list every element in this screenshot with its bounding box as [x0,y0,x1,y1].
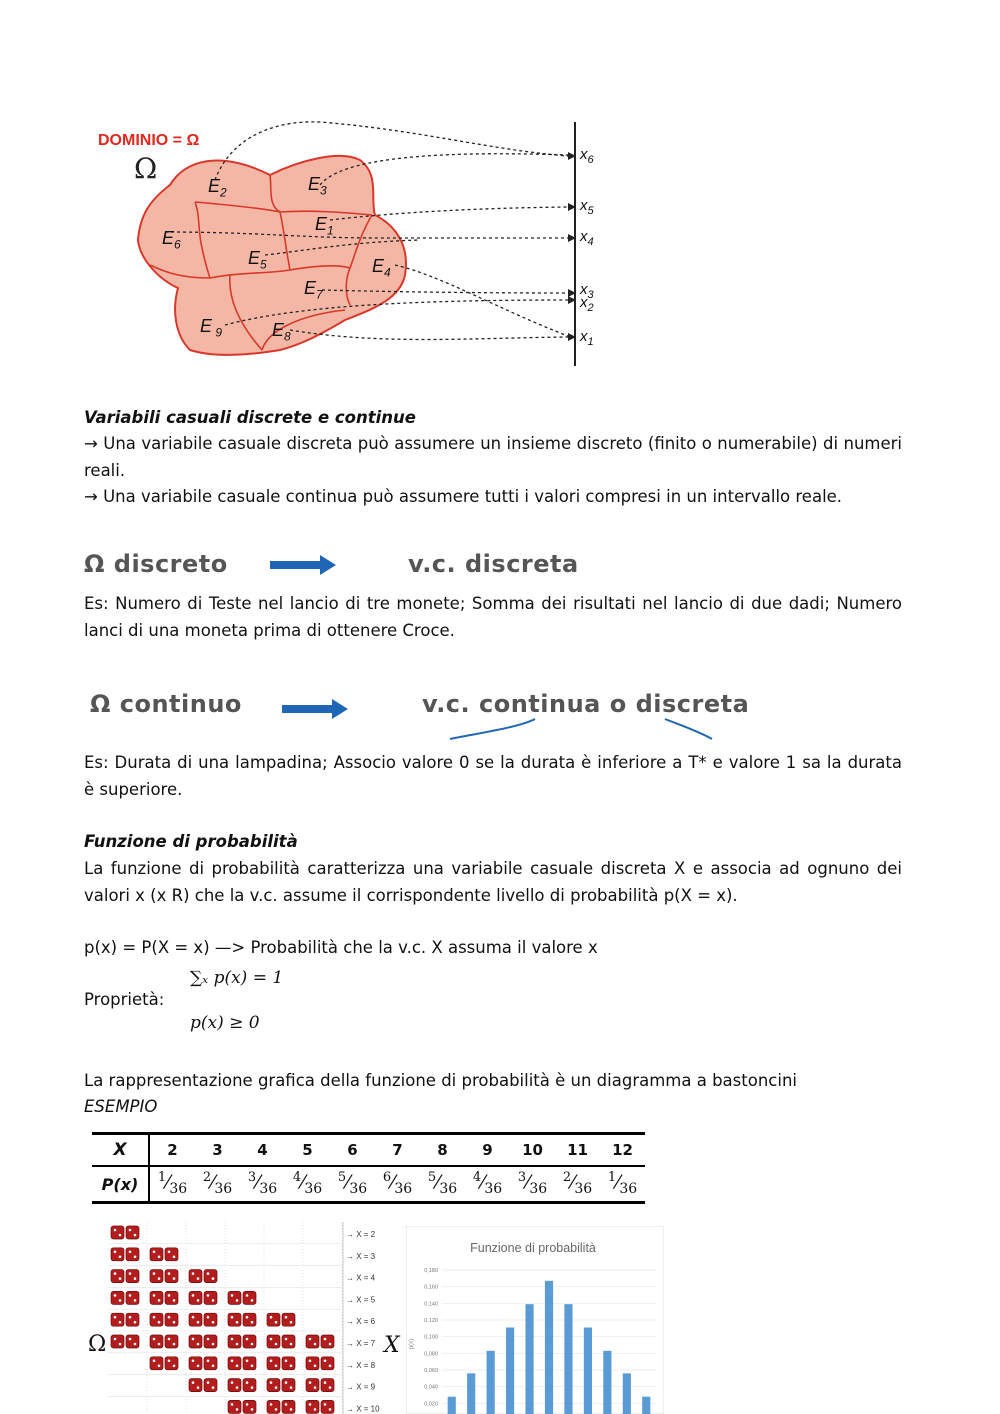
table-fraction: $^4⁄_{36}$ [465,1166,510,1203]
die-icon [189,1270,202,1283]
axis-label-x6: $x_6$ [580,146,594,166]
axis-label-x2: $x_2$ [580,294,594,314]
die-icon [204,1379,217,1392]
die-icon [267,1357,280,1370]
dice-omega: Ω [88,1332,107,1357]
table-row-x [92,1134,645,1167]
die-icon [243,1291,256,1304]
die-icon [243,1335,256,1348]
vc-discreta-label: v.c. discreta [408,550,579,578]
axis-label-x3: $x_3$ [580,281,594,301]
table-fraction: $^4⁄_{36}$ [285,1166,330,1203]
table-row-p [92,1166,645,1203]
table-cell: 11 [555,1134,600,1167]
properties-label: Proprietà: [84,990,165,1009]
die-icon [126,1270,139,1283]
dice-row-label: → X = 7 [346,1339,376,1348]
formula-sum: ∑ₓ p(x) = 1 [190,968,284,988]
chart-bar-3 [467,1373,475,1414]
chart-ytick-label: 0,140 [424,1301,438,1308]
die-icon [282,1313,295,1326]
die-icon [204,1270,217,1283]
die-icon [321,1400,334,1413]
branch-lines [440,715,740,745]
die-icon [228,1335,241,1348]
chart-bar-11 [623,1373,631,1414]
table-header-p: P(x) [92,1166,149,1203]
chart-ytick-label: 0,080 [424,1351,438,1358]
section2-text: La funzione di probabilità caratterizza una variabile casuale discreta X e associa ad ognuno dei valori x (x R) che la v.c. assume il corrispondente livello di probabilità p(X = x). [84,859,902,905]
die-icon [243,1400,256,1413]
axis-label-x5: $x_5$ [580,197,594,217]
table-cell: 4 [240,1134,285,1167]
table-fraction: $^3⁄_{36}$ [240,1166,285,1203]
dice-row-label: → X = 6 [346,1317,376,1327]
omega-symbol: Ω [134,152,158,185]
chart-bar-10 [603,1351,611,1414]
probability-bar-chart [406,1226,664,1414]
die-icon [228,1400,241,1413]
continuous-example: Es: Durata di una lampadina; Associo valore 0 se la durata è inferiore a T* e valore 1 sa la durata è superiore. [84,753,902,799]
die-icon [165,1291,178,1304]
chart-bar-12 [642,1397,650,1414]
die-icon [306,1357,319,1370]
die-icon [321,1379,334,1392]
table-header-x: X [92,1134,149,1167]
event-label-e6: $E_6$ [162,228,181,252]
section1-line1: → Una variabile casuale discreta può assumere un insieme discreto (finito o numerabile) di numeri reali. [84,434,902,480]
dice-row-label: → X = 9 [346,1382,376,1392]
event-label-e5: $E_5$ [248,248,267,272]
die-icon [165,1335,178,1348]
dice-x-label: X [384,1333,400,1358]
die-icon [150,1248,163,1261]
die-icon [126,1248,139,1261]
die-icon [111,1226,124,1239]
chart-bar-9 [584,1328,592,1414]
omega-discrete-label: Ω discreto [84,550,228,578]
table-fraction: $^1⁄_{36}$ [149,1166,195,1203]
dice-row-label: → X = 5 [346,1295,376,1305]
table-cell: 6 [330,1134,375,1167]
die-icon [204,1335,217,1348]
table-cell: 12 [600,1134,645,1167]
die-icon [189,1357,202,1370]
definition-line: p(x) = P(X = x) —> Probabilità che la v.c. X assuma il valore x [84,938,598,957]
die-icon [150,1270,163,1283]
chart-ytick-label: 0,120 [424,1318,438,1324]
die-icon [204,1313,217,1326]
table-fraction: $^2⁄_{36}$ [195,1166,240,1203]
events-mapping-diagram [0,0,1000,380]
die-icon [150,1357,163,1370]
die-icon [321,1357,334,1370]
event-label-e2: $E_2$ [208,176,227,200]
event-label-e7: $E_7$ [304,278,323,302]
dice-row-label: → X = 10 [346,1404,380,1414]
die-icon [111,1335,124,1348]
die-icon [189,1291,202,1304]
die-icon [204,1357,217,1370]
die-icon [111,1248,124,1261]
event-label-e9: E $_9$ [200,316,223,340]
die-icon [189,1335,202,1348]
die-icon [267,1335,280,1348]
die-icon [282,1379,295,1392]
table-cell: 8 [420,1134,465,1167]
chart-bar-4 [487,1351,495,1414]
die-icon [306,1335,319,1348]
die-icon [282,1335,295,1348]
die-icon [243,1379,256,1392]
die-icon [306,1400,319,1413]
probability-table [92,1132,645,1204]
axis-label-x1: $x_1$ [580,328,594,348]
die-icon [111,1291,124,1304]
dice-row-label: → X = 8 [346,1360,376,1370]
table-fraction: $^5⁄_{36}$ [420,1166,465,1203]
die-icon [150,1335,163,1348]
chart-ytick-label: 0,160 [424,1284,438,1291]
event-label-e4: $E_4$ [372,256,391,280]
table-fraction: $^1⁄_{36}$ [600,1166,645,1203]
die-icon [267,1379,280,1392]
die-icon [243,1313,256,1326]
event-label-e1: $E_1$ [315,214,334,238]
formula-nonneg: p(x) ≥ 0 [190,1013,260,1033]
dice-grid [108,1222,383,1414]
die-icon [306,1379,319,1392]
chart-title: Funzione di probabilità [470,1241,596,1255]
chart-bar-2 [448,1397,456,1414]
section1-line2: → Una variabile casuale continua può assumere tutti i valori compresi in un intervallo reale. [84,487,843,506]
chart-ytick-label: 0,180 [424,1268,438,1274]
chart-ytick-label: 0,060 [424,1368,438,1374]
die-icon [243,1357,256,1370]
table-cell: 3 [195,1134,240,1167]
die-icon [282,1357,295,1370]
die-icon [267,1313,280,1326]
discrete-example: Es: Numero di Teste nel lancio di tre monete; Somma dei risultati nel lancio di due dadi; Numero lanci di una moneta prima di ottenere Croce. [84,594,902,640]
section1-title: Variabili casuali discrete e continue [84,408,416,427]
vc-continua-label: v.c. continua o discreta [422,690,750,718]
chart-bar-5 [506,1328,514,1414]
table-cell: 2 [149,1134,195,1167]
table-fraction: $^5⁄_{36}$ [330,1166,375,1203]
die-icon [189,1313,202,1326]
event-label-e8: $E_8$ [272,320,291,344]
die-icon [126,1313,139,1326]
chart-bar-7 [545,1281,553,1414]
die-icon [165,1270,178,1283]
table-fraction: $^6⁄_{36}$ [375,1166,420,1203]
die-icon [228,1357,241,1370]
dice-row-label: → X = 2 [346,1230,376,1239]
dice-row-label: → X = 4 [346,1273,376,1283]
die-icon [126,1226,139,1239]
die-icon [321,1335,334,1348]
table-cell: 7 [375,1134,420,1167]
table-fraction: $^3⁄_{36}$ [510,1166,555,1203]
graph-text: La rappresentazione grafica della funzione di probabilità è un diagramma a bastoncini [84,1071,797,1090]
die-icon [228,1313,241,1326]
chart-bar-6 [525,1304,533,1414]
discrete-arrow [270,561,322,569]
dice-row-label: → X = 3 [346,1251,376,1261]
section2-title: Funzione di probabilità [84,832,298,851]
die-icon [111,1270,124,1283]
die-icon [150,1313,163,1326]
die-icon [228,1379,241,1392]
domain-label: DOMINIO = Ω [98,132,200,149]
die-icon [126,1335,139,1348]
chart-ytick-label: 0,100 [424,1334,438,1341]
continuous-arrow [282,705,334,713]
chart-ytick-label: 0,020 [424,1401,438,1408]
table-fraction: $^2⁄_{36}$ [555,1166,600,1203]
axis-label-x4: $x_4$ [580,228,594,248]
chart-ylabel: p(x) [409,1338,415,1350]
table-cell: 10 [510,1134,555,1167]
die-icon [111,1313,124,1326]
die-icon [150,1291,163,1304]
die-icon [282,1400,295,1413]
die-icon [189,1379,202,1392]
chart-ytick-label: 0,040 [424,1384,438,1391]
die-icon [228,1291,241,1304]
die-icon [165,1248,178,1261]
example-label: ESEMPIO [84,1097,158,1116]
die-icon [204,1291,217,1304]
omega-continuo-label: Ω continuo [90,690,242,718]
die-icon [165,1313,178,1326]
die-icon [165,1357,178,1370]
table-cell: 5 [285,1134,330,1167]
table-cell: 9 [465,1134,510,1167]
die-icon [267,1400,280,1413]
chart-bar-8 [564,1304,572,1414]
event-label-e3: $E_3$ [308,174,327,198]
die-icon [126,1291,139,1304]
